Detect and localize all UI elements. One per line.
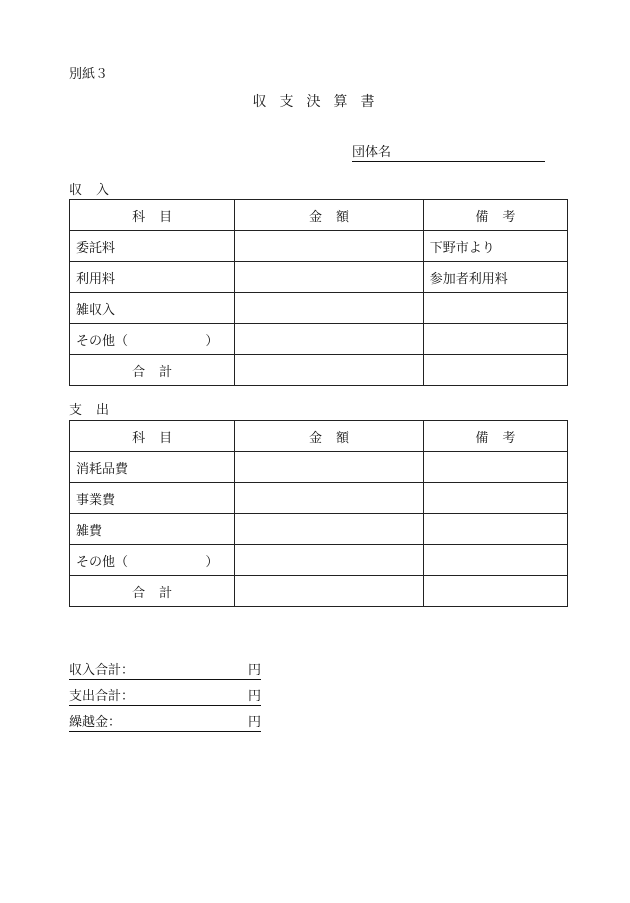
expense-header-row xyxy=(70,421,568,452)
expense-total-summary[interactable] xyxy=(69,690,261,706)
header-amount: 金額 xyxy=(235,200,423,231)
total-amount-cell[interactable] xyxy=(235,355,423,386)
other-item-cell[interactable] xyxy=(70,324,235,355)
table-row xyxy=(70,231,568,262)
summary-label: 収入合計： xyxy=(69,663,135,678)
table-row-other xyxy=(70,324,568,355)
summary-label: 繰越金： xyxy=(69,715,122,730)
summary-unit: 円 xyxy=(247,689,261,704)
other-label: その他（ xyxy=(76,333,129,349)
table-row xyxy=(70,452,568,483)
header-note: 備考 xyxy=(423,421,567,452)
total-amount-cell[interactable] xyxy=(235,576,423,607)
header-item: 科目 xyxy=(70,421,235,452)
note-cell[interactable] xyxy=(423,545,567,576)
item-cell: 雑費 xyxy=(70,514,235,545)
amount-cell[interactable] xyxy=(235,514,423,545)
annex-label: 別紙３ xyxy=(69,67,109,82)
note-cell[interactable] xyxy=(423,452,567,483)
amount-cell[interactable] xyxy=(235,545,423,576)
table-row xyxy=(70,483,568,514)
item-cell: 委託料 xyxy=(70,231,235,262)
income-total-row xyxy=(70,355,568,386)
table-row-other xyxy=(70,545,568,576)
expense-section-label: 支出 xyxy=(69,403,124,418)
note-cell[interactable] xyxy=(423,514,567,545)
other-close-paren: ） xyxy=(205,554,219,570)
total-note-cell[interactable] xyxy=(423,355,567,386)
income-section-label: 収入 xyxy=(69,183,124,198)
note-cell[interactable]: 参加者利用料 xyxy=(423,262,567,293)
amount-cell[interactable] xyxy=(235,231,423,262)
header-note: 備考 xyxy=(423,200,567,231)
table-row xyxy=(70,293,568,324)
total-label: 合計 xyxy=(70,355,235,386)
income-total-summary[interactable] xyxy=(69,664,261,680)
organization-name-field[interactable] xyxy=(352,146,545,162)
item-cell: 利用料 xyxy=(70,262,235,293)
header-item: 科目 xyxy=(70,200,235,231)
header-amount: 金額 xyxy=(235,421,423,452)
expense-total-row xyxy=(70,576,568,607)
organization-label: 団体名 xyxy=(352,145,392,160)
item-cell: 事業費 xyxy=(70,483,235,514)
amount-cell[interactable] xyxy=(235,483,423,514)
note-cell[interactable] xyxy=(423,324,567,355)
table-row xyxy=(70,514,568,545)
table-row xyxy=(70,262,568,293)
note-cell[interactable] xyxy=(423,483,567,514)
amount-cell[interactable] xyxy=(235,293,423,324)
summary-unit: 円 xyxy=(247,715,261,730)
summary-unit: 円 xyxy=(247,663,261,678)
total-label: 合計 xyxy=(70,576,235,607)
document-title: 収支決算書 xyxy=(252,94,388,110)
income-table xyxy=(69,199,568,386)
amount-cell[interactable] xyxy=(235,262,423,293)
expense-table xyxy=(69,420,568,607)
other-item-cell[interactable] xyxy=(70,545,235,576)
total-note-cell[interactable] xyxy=(423,576,567,607)
note-cell[interactable]: 下野市より xyxy=(423,231,567,262)
carryover-summary[interactable] xyxy=(69,716,261,732)
income-header-row xyxy=(70,200,568,231)
item-cell: 消耗品費 xyxy=(70,452,235,483)
note-cell[interactable] xyxy=(423,293,567,324)
amount-cell[interactable] xyxy=(235,324,423,355)
summary-label: 支出合計： xyxy=(69,689,135,704)
amount-cell[interactable] xyxy=(235,452,423,483)
other-close-paren: ） xyxy=(205,333,219,349)
item-cell: 雑収入 xyxy=(70,293,235,324)
other-label: その他（ xyxy=(76,554,129,570)
